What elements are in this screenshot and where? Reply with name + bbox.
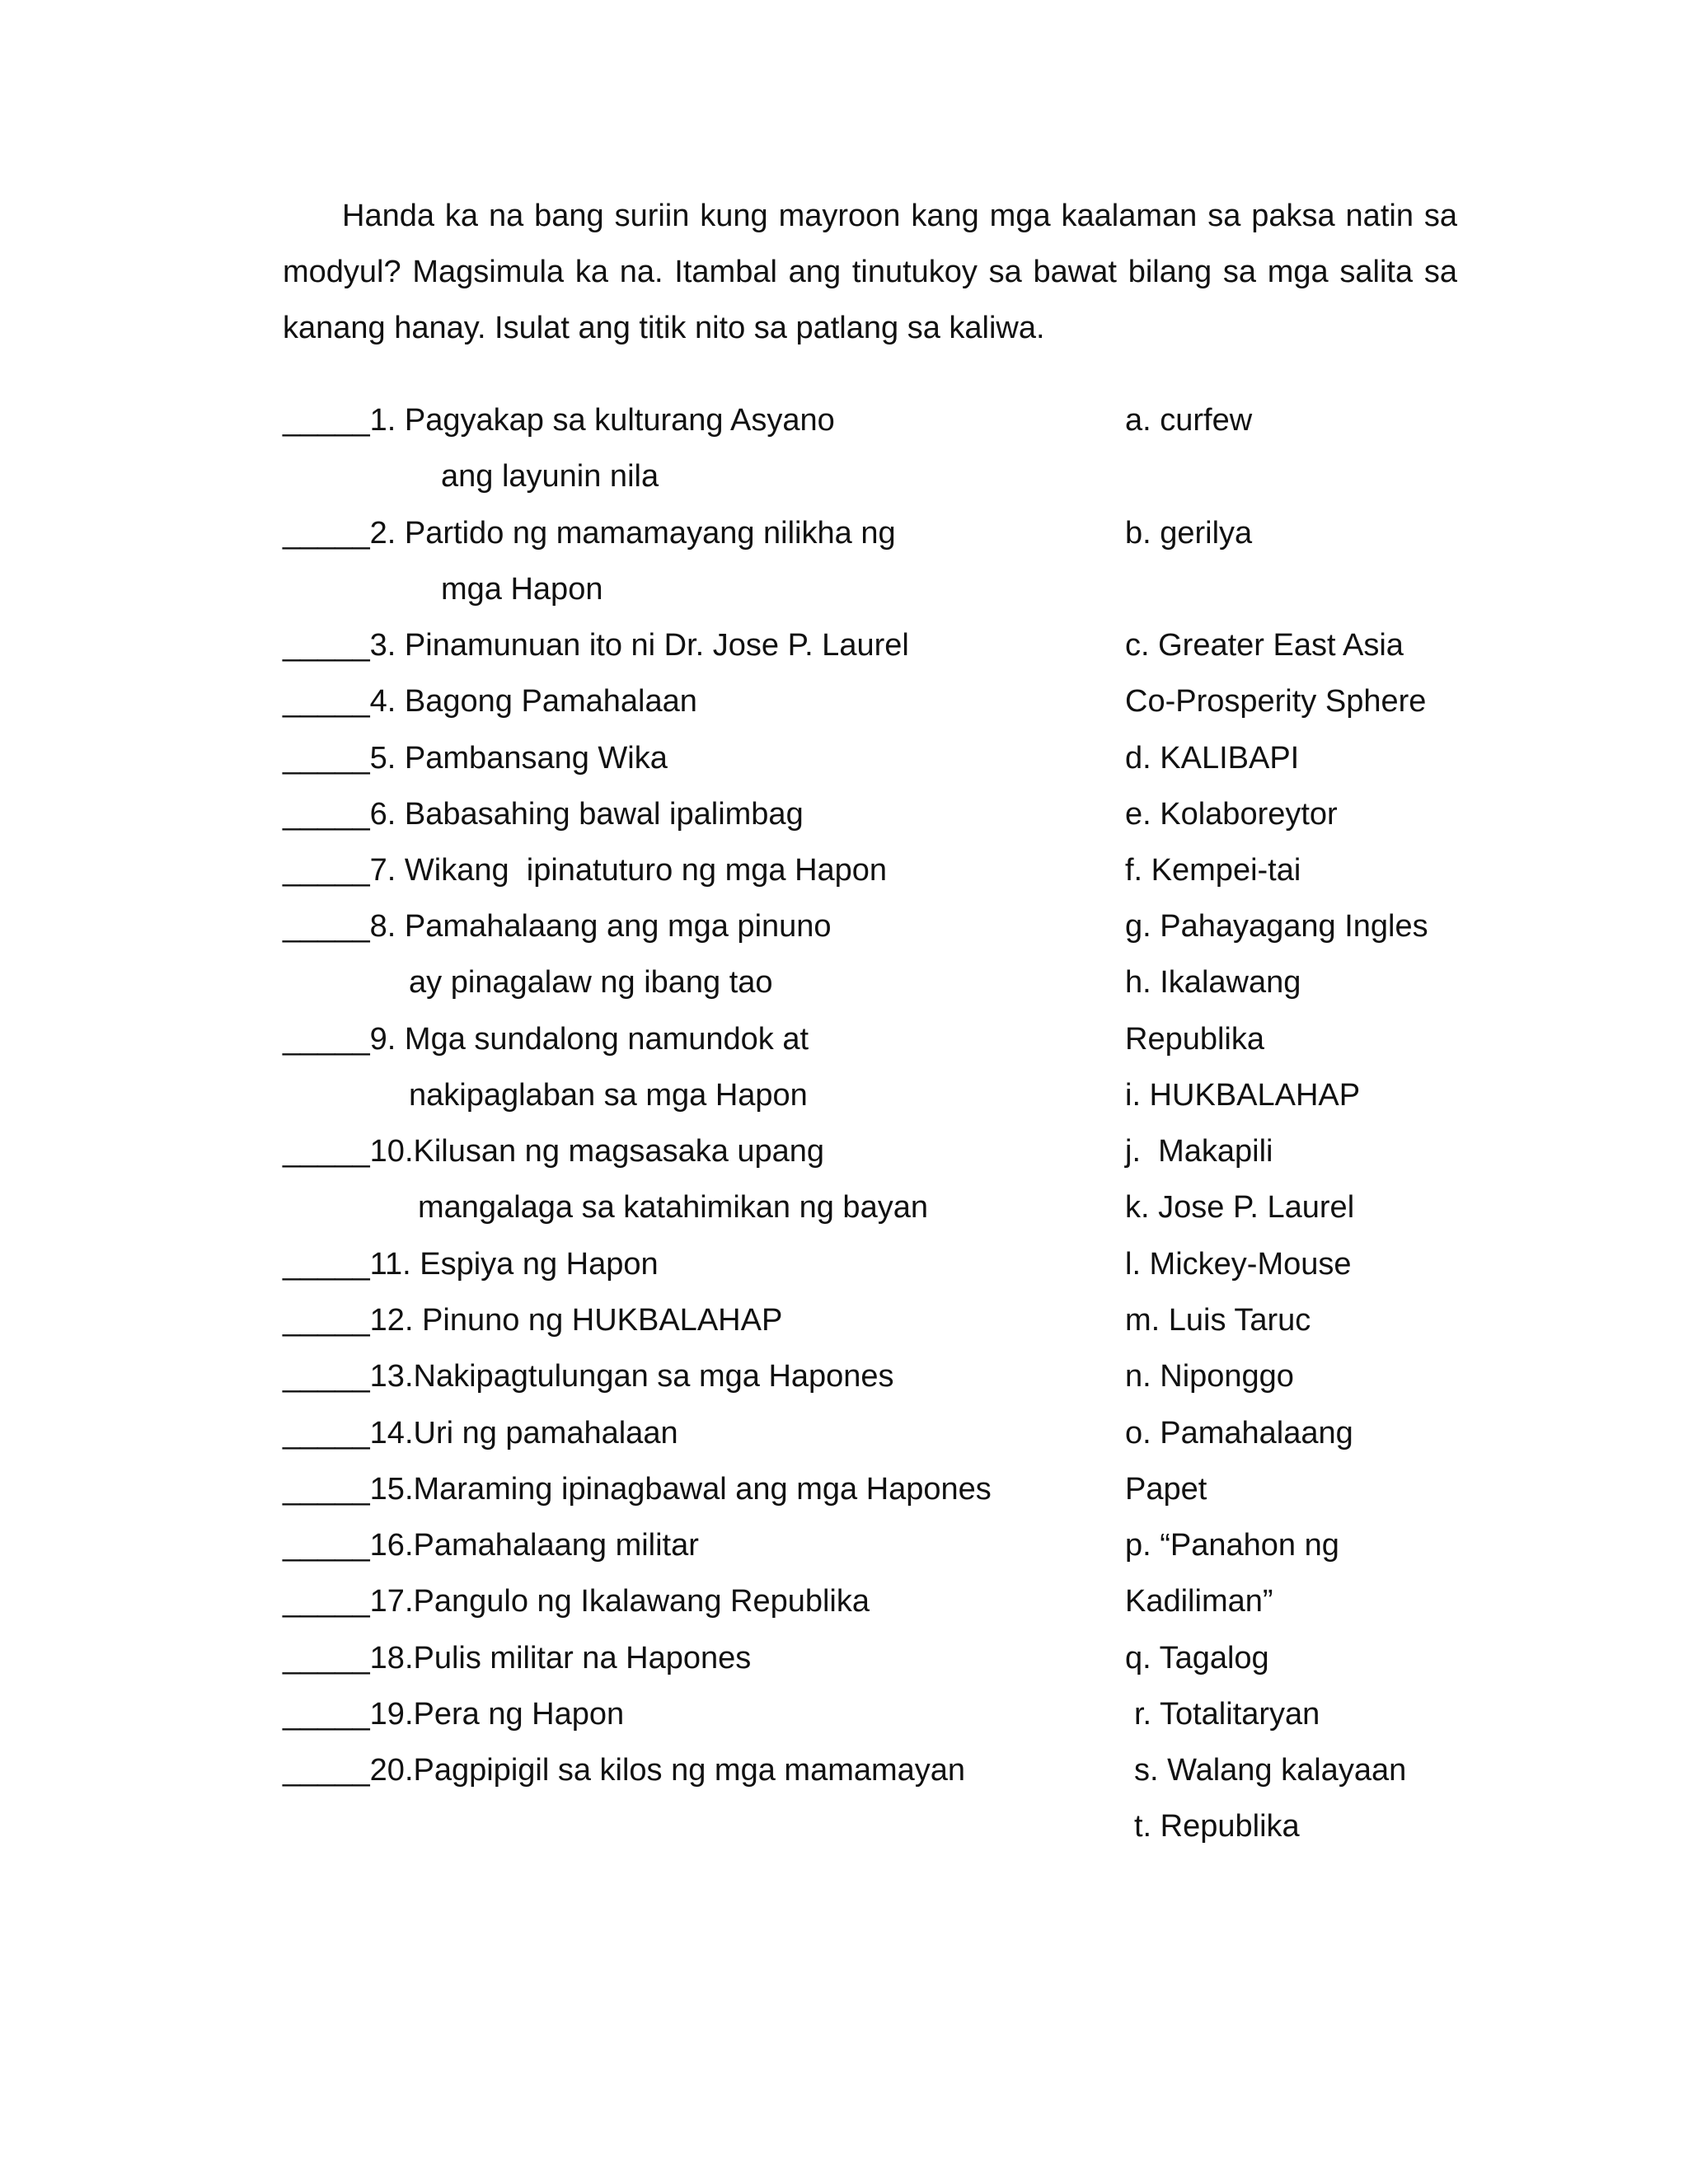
choice-s: s. Walang kalayaan (1134, 1753, 1407, 1788)
question-5 (283, 739, 668, 777)
choice-f: f. Kempei-tai (1125, 853, 1301, 888)
answer-blank[interactable]: _____ (283, 1416, 370, 1451)
question-8 (283, 907, 832, 945)
question-2 (283, 514, 896, 552)
choice-j: j. Makapili (1125, 1134, 1273, 1169)
choice-c-continuation: Co-Prosperity Sphere (1125, 684, 1427, 719)
question-text: 18.Pulis militar na Hapones (369, 1641, 752, 1675)
question-text: 13.Nakipagtulungan sa mga Hapones (369, 1359, 894, 1394)
answer-blank[interactable]: _____ (283, 628, 370, 663)
question-1-continuation: ang layunin nila (441, 459, 659, 494)
choice-h-continuation: Republika (1125, 1022, 1264, 1057)
choice-g: g. Pahayagang Ingles (1125, 909, 1428, 944)
answer-blank[interactable]: _____ (283, 1134, 370, 1169)
question-4 (283, 682, 697, 720)
answer-blank[interactable]: _____ (283, 1641, 370, 1675)
question-18 (283, 1639, 751, 1677)
question-text: 6. Babasahing bawal ipalimbag (369, 797, 804, 832)
choice-h: h. Ikalawang (1125, 965, 1301, 1000)
choice-n: n. Niponggo (1125, 1359, 1294, 1394)
question-7 (283, 851, 887, 889)
answer-blank[interactable]: _____ (283, 909, 370, 944)
choice-e: e. Kolaboreytor (1125, 797, 1338, 832)
question-8-continuation: ay pinagalaw ng ibang tao (409, 965, 773, 1000)
choice-p: p. “Panahon ng (1125, 1528, 1339, 1563)
question-text: 7. Wikang ipinatuturo ng mga Hapon (369, 853, 888, 888)
question-1 (283, 401, 835, 439)
question-text: 19.Pera ng Hapon (369, 1697, 625, 1732)
question-3 (283, 626, 909, 664)
question-text: 15.Maraming ipinagbawal ang mga Hapones (369, 1472, 992, 1507)
question-2-continuation: mga Hapon (441, 572, 603, 607)
answer-blank[interactable]: _____ (283, 1247, 370, 1282)
question-text: 11. Espiya ng Hapon (369, 1247, 659, 1282)
question-14 (283, 1414, 678, 1452)
instructions-paragraph: Handa ka na bang suriin kung mayroon kang mga kaalaman sa paksa natin sa modyul? Magsimula ka na. Itambal ang tinutukoy sa bawat bilang sa mga salita sa kanang hanay. Isulat ang titik nito sa patlang sa kaliwa. (283, 199, 1457, 345)
answer-blank[interactable]: _____ (283, 1753, 370, 1788)
question-9-continuation: nakipaglaban sa mga Hapon (409, 1078, 808, 1113)
question-20 (283, 1751, 965, 1789)
choice-a: a. curfew (1125, 403, 1253, 438)
question-10-continuation: mangalaga sa katahimikan ng bayan (418, 1190, 928, 1225)
question-text: 14.Uri ng pamahalaan (369, 1416, 678, 1451)
choice-p-continuation: Kadiliman” (1125, 1584, 1273, 1619)
question-text: 3. Pinamunuan ito ni Dr. Jose P. Laurel (369, 628, 909, 663)
choice-i: i. HUKBALAHAP (1125, 1078, 1361, 1113)
choice-q: q. Tagalog (1125, 1641, 1269, 1675)
answer-blank[interactable]: _____ (283, 516, 370, 551)
question-16 (283, 1526, 699, 1564)
question-6 (283, 795, 804, 833)
question-15 (283, 1470, 992, 1508)
choice-k: k. Jose P. Laurel (1125, 1190, 1355, 1225)
question-12 (283, 1301, 782, 1339)
answer-blank[interactable]: _____ (283, 797, 370, 832)
answer-blank[interactable]: _____ (283, 1022, 370, 1057)
question-text: 8. Pamahalaang ang mga pinuno (369, 909, 832, 944)
question-text: 4. Bagong Pamahalaan (369, 684, 697, 719)
choice-r: r. Totalitaryan (1134, 1697, 1320, 1732)
answer-blank[interactable]: _____ (283, 684, 370, 719)
question-text: 17.Pangulo ng Ikalawang Republika (369, 1584, 870, 1619)
answer-blank[interactable]: _____ (283, 1472, 370, 1507)
answer-blank[interactable]: _____ (283, 1584, 370, 1619)
question-text: 20.Pagpipigil sa kilos ng mga mamamayan (369, 1753, 966, 1788)
choice-m: m. Luis Taruc (1125, 1303, 1311, 1338)
answer-blank[interactable]: _____ (283, 1697, 370, 1732)
choice-o-continuation: Papet (1125, 1472, 1207, 1507)
question-19 (283, 1695, 624, 1733)
question-text: 5. Pambansang Wika (369, 741, 668, 776)
question-10 (283, 1132, 824, 1170)
answer-blank[interactable]: _____ (283, 853, 370, 888)
answer-blank[interactable]: _____ (283, 1359, 370, 1394)
answer-blank[interactable]: _____ (283, 1528, 370, 1563)
choice-b: b. gerilya (1125, 516, 1253, 551)
choice-o: o. Pamahalaang (1125, 1416, 1353, 1451)
question-17 (283, 1582, 870, 1620)
question-text: 12. Pinuno ng HUKBALAHAP (369, 1303, 783, 1338)
question-11 (283, 1245, 659, 1283)
question-text: 16.Pamahalaang militar (369, 1528, 699, 1563)
question-9 (283, 1020, 809, 1058)
choice-c: c. Greater East Asia (1125, 628, 1404, 663)
question-text: 9. Mga sundalong namundok at (369, 1022, 809, 1057)
answer-blank[interactable]: _____ (283, 741, 370, 776)
choice-t: t. Republika (1134, 1809, 1300, 1844)
question-text: 1. Pagyakap sa kulturang Asyano (369, 403, 835, 438)
answer-blank[interactable]: _____ (283, 403, 370, 438)
question-text: 10.Kilusan ng magsasaka upang (369, 1134, 825, 1169)
question-13 (283, 1357, 894, 1395)
question-text: 2. Partido ng mamamayang nilikha ng (369, 516, 896, 551)
answer-blank[interactable]: _____ (283, 1303, 370, 1338)
choice-d: d. KALIBAPI (1125, 741, 1300, 776)
choice-l: l. Mickey-Mouse (1125, 1247, 1352, 1282)
